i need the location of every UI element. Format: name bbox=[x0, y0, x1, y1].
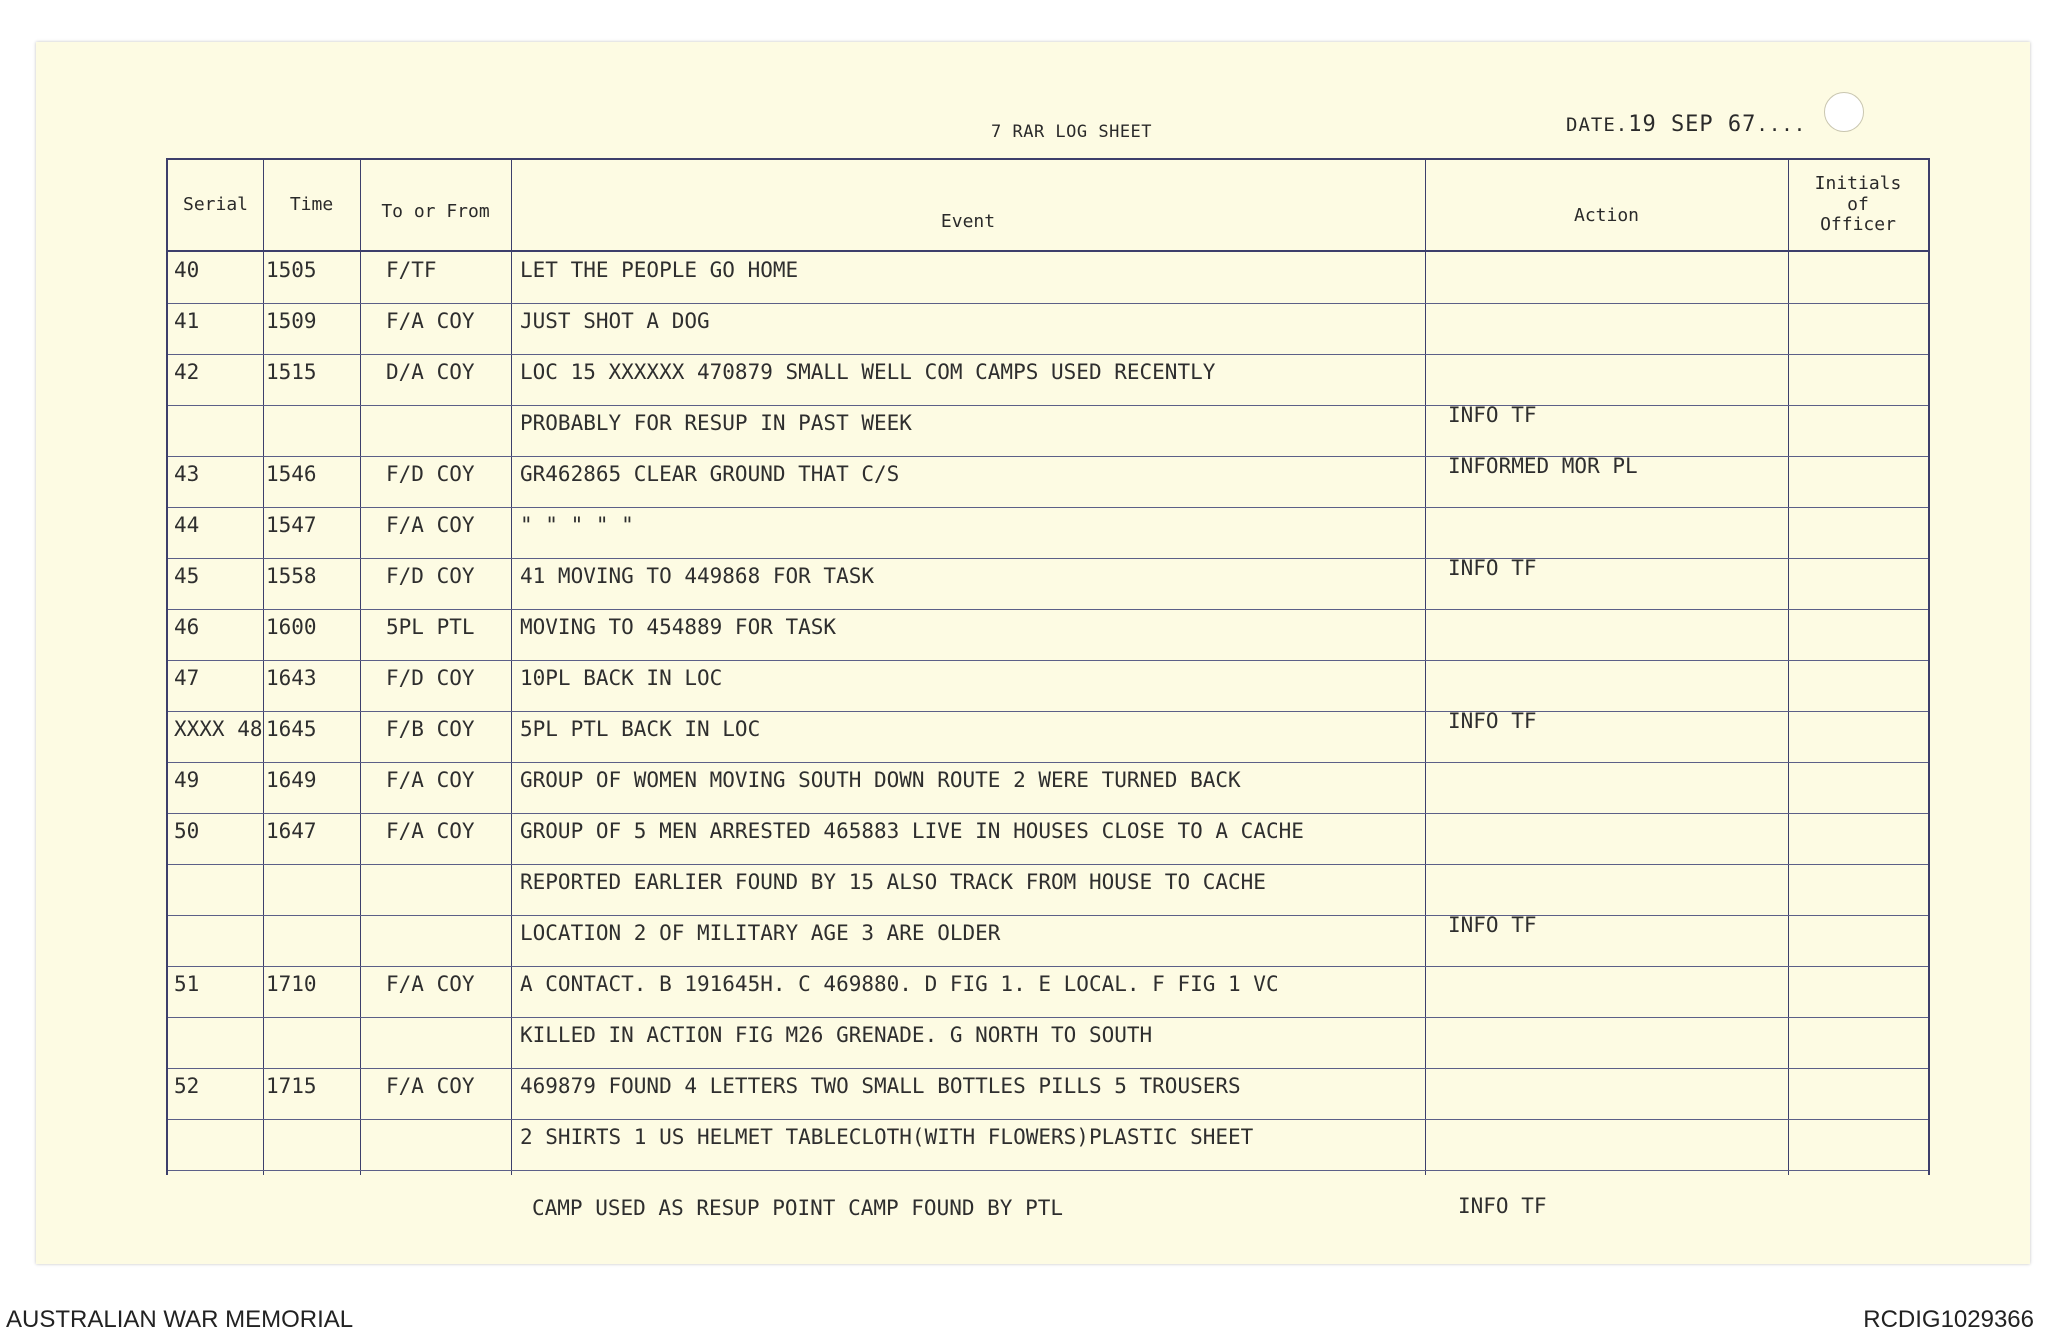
header-divider bbox=[168, 250, 1928, 252]
log-row bbox=[168, 513, 1928, 553]
to-from-cell: F/A COY bbox=[386, 309, 475, 333]
time-cell: 1600 bbox=[266, 615, 317, 639]
serial-cell: 43 bbox=[174, 462, 200, 486]
time-cell: 1547 bbox=[266, 513, 317, 537]
row-rule bbox=[168, 966, 1928, 967]
row-rule bbox=[168, 354, 1928, 355]
log-row bbox=[168, 972, 1928, 1012]
row-rule bbox=[168, 762, 1928, 763]
header-serial: Serial bbox=[182, 193, 249, 215]
log-row bbox=[168, 1125, 1928, 1165]
event-cell: KILLED IN ACTION FIG M26 GRENADE. G NORTH TO SOUTH bbox=[520, 1023, 1153, 1047]
event-cell: GR462865 CLEAR GROUND THAT C/S bbox=[520, 462, 900, 486]
to-from-cell: F/A COY bbox=[386, 1074, 475, 1098]
time-cell: 1649 bbox=[266, 768, 317, 792]
to-from-cell: F/TF bbox=[386, 258, 437, 282]
row-rule bbox=[168, 660, 1928, 661]
row-rule bbox=[168, 558, 1928, 559]
action-cell: INFO TF bbox=[1448, 556, 1537, 580]
row-rule bbox=[168, 813, 1928, 814]
log-row bbox=[168, 709, 1928, 757]
row-rule bbox=[168, 1068, 1928, 1069]
event-cell: LOC 15 XXXXXX 470879 SMALL WELL COM CAMPS USED RECENTLY bbox=[520, 360, 1216, 384]
time-cell: 1505 bbox=[266, 258, 317, 282]
to-from-cell: F/D COY bbox=[386, 666, 475, 690]
date-label: DATE. bbox=[1566, 114, 1629, 136]
time-cell: 1710 bbox=[266, 972, 317, 996]
serial-cell: 40 bbox=[174, 258, 200, 282]
row-rule bbox=[168, 507, 1928, 508]
event-cell: 469879 FOUND 4 LETTERS TWO SMALL BOTTLES PILLS 5 TROUSERS bbox=[520, 1074, 1241, 1098]
to-from-cell: 5PL PTL bbox=[386, 615, 475, 639]
log-row bbox=[168, 1074, 1928, 1114]
log-row bbox=[168, 309, 1928, 349]
row-rule bbox=[168, 864, 1928, 865]
event-cell: LET THE PEOPLE GO HOME bbox=[520, 258, 799, 282]
event-cell: REPORTED EARLIER FOUND BY 15 ALSO TRACK FROM HOUSE TO CACHE bbox=[520, 870, 1266, 894]
sheet-title: 7 RAR LOG SHEET bbox=[991, 122, 1153, 142]
to-from-cell: F/A COY bbox=[386, 819, 475, 843]
log-row bbox=[168, 454, 1928, 502]
serial-cell: 51 bbox=[174, 972, 200, 996]
serial-cell: 49 bbox=[174, 768, 200, 792]
header-to-from: To or From bbox=[381, 200, 490, 222]
to-from-cell: F/D COY bbox=[386, 564, 475, 588]
log-row bbox=[168, 913, 1928, 961]
event-cell: 2 SHIRTS 1 US HELMET TABLECLOTH(WITH FLOWERS)PLASTIC SHEET bbox=[520, 1125, 1254, 1149]
serial-cell: XXXX 48 bbox=[174, 717, 263, 741]
header-event: Event bbox=[940, 211, 996, 232]
time-cell: 1643 bbox=[266, 666, 317, 690]
log-row bbox=[168, 556, 1928, 604]
punch-hole bbox=[1824, 92, 1864, 132]
serial-cell: 45 bbox=[174, 564, 200, 588]
to-from-cell: F/A COY bbox=[386, 972, 475, 996]
time-cell: 1558 bbox=[266, 564, 317, 588]
time-cell: 1647 bbox=[266, 819, 317, 843]
log-table bbox=[166, 158, 1930, 1175]
row-rule bbox=[168, 1017, 1928, 1018]
action-cell: INFO TF bbox=[1448, 913, 1537, 937]
row-rule bbox=[168, 1119, 1928, 1120]
to-from-cell: F/B COY bbox=[386, 717, 475, 741]
row-rule bbox=[168, 405, 1928, 406]
log-row bbox=[168, 403, 1928, 451]
log-row bbox=[168, 258, 1928, 298]
archive-credit: AUSTRALIAN WAR MEMORIAL bbox=[6, 1306, 354, 1333]
event-cell: LOCATION 2 OF MILITARY AGE 3 ARE OLDER bbox=[520, 921, 1001, 945]
event-cell: MOVING TO 454889 FOR TASK bbox=[520, 615, 837, 639]
log-row bbox=[168, 870, 1928, 910]
archive-reference: RCDIG1029366 bbox=[1863, 1306, 2034, 1333]
header-action: Action bbox=[1573, 205, 1640, 226]
time-cell: 1509 bbox=[266, 309, 317, 333]
action-cell: INFO TF bbox=[1448, 403, 1537, 427]
row-rule bbox=[168, 711, 1928, 712]
serial-cell: 50 bbox=[174, 819, 200, 843]
event-cell: PROBABLY FOR RESUP IN PAST WEEK bbox=[520, 411, 912, 435]
serial-cell: 44 bbox=[174, 513, 200, 537]
serial-cell: 41 bbox=[174, 309, 200, 333]
to-from-cell: D/A COY bbox=[386, 360, 475, 384]
time-cell: 1546 bbox=[266, 462, 317, 486]
serial-cell: 42 bbox=[174, 360, 200, 384]
to-from-cell: F/D COY bbox=[386, 462, 475, 486]
log-row bbox=[168, 615, 1928, 655]
event-cell: A CONTACT. B 191645H. C 469880. D FIG 1. E LOCAL. F FIG 1 VC bbox=[520, 972, 1279, 996]
log-row bbox=[168, 768, 1928, 808]
row-rule bbox=[168, 1170, 1928, 1171]
event-cell: GROUP OF WOMEN MOVING SOUTH DOWN ROUTE 2 WERE TURNED BACK bbox=[520, 768, 1241, 792]
log-row bbox=[168, 666, 1928, 706]
action-cell: INFORMED MOR PL bbox=[1448, 454, 1638, 478]
row-rule bbox=[168, 609, 1928, 610]
event-cell: 5PL PTL BACK IN LOC bbox=[520, 717, 761, 741]
time-cell: 1515 bbox=[266, 360, 317, 384]
time-cell: 1715 bbox=[266, 1074, 317, 1098]
event-cell: " " " " " bbox=[520, 513, 634, 537]
to-from-cell: F/A COY bbox=[386, 768, 475, 792]
log-row bbox=[168, 360, 1928, 400]
to-from-cell: F/A COY bbox=[386, 513, 475, 537]
serial-cell: 52 bbox=[174, 1074, 200, 1098]
header-time: Time bbox=[289, 193, 334, 215]
footer-event-line: CAMP USED AS RESUP POINT CAMP FOUND BY PTL bbox=[532, 1196, 1064, 1220]
time-cell: 1645 bbox=[266, 717, 317, 741]
action-cell: INFO TF bbox=[1448, 709, 1537, 733]
event-cell: GROUP OF 5 MEN ARRESTED 465883 LIVE IN HOUSES CLOSE TO A CACHE bbox=[520, 819, 1304, 843]
row-rule bbox=[168, 303, 1928, 304]
row-rule bbox=[168, 915, 1928, 916]
date-trailer: .... bbox=[1756, 114, 1807, 136]
serial-cell: 46 bbox=[174, 615, 200, 639]
header-initials: Initials of Officer bbox=[1814, 172, 1902, 236]
log-row bbox=[168, 1023, 1928, 1063]
serial-cell: 47 bbox=[174, 666, 200, 690]
row-rule bbox=[168, 456, 1928, 457]
event-cell: 10PL BACK IN LOC bbox=[520, 666, 723, 690]
event-cell: JUST SHOT A DOG bbox=[520, 309, 710, 333]
event-cell: 41 MOVING TO 449868 FOR TASK bbox=[520, 564, 875, 588]
log-row bbox=[168, 819, 1928, 859]
footer-action: INFO TF bbox=[1458, 1194, 1547, 1218]
date-value: 19 SEP 67 bbox=[1628, 112, 1757, 137]
date-field bbox=[1566, 112, 1806, 137]
